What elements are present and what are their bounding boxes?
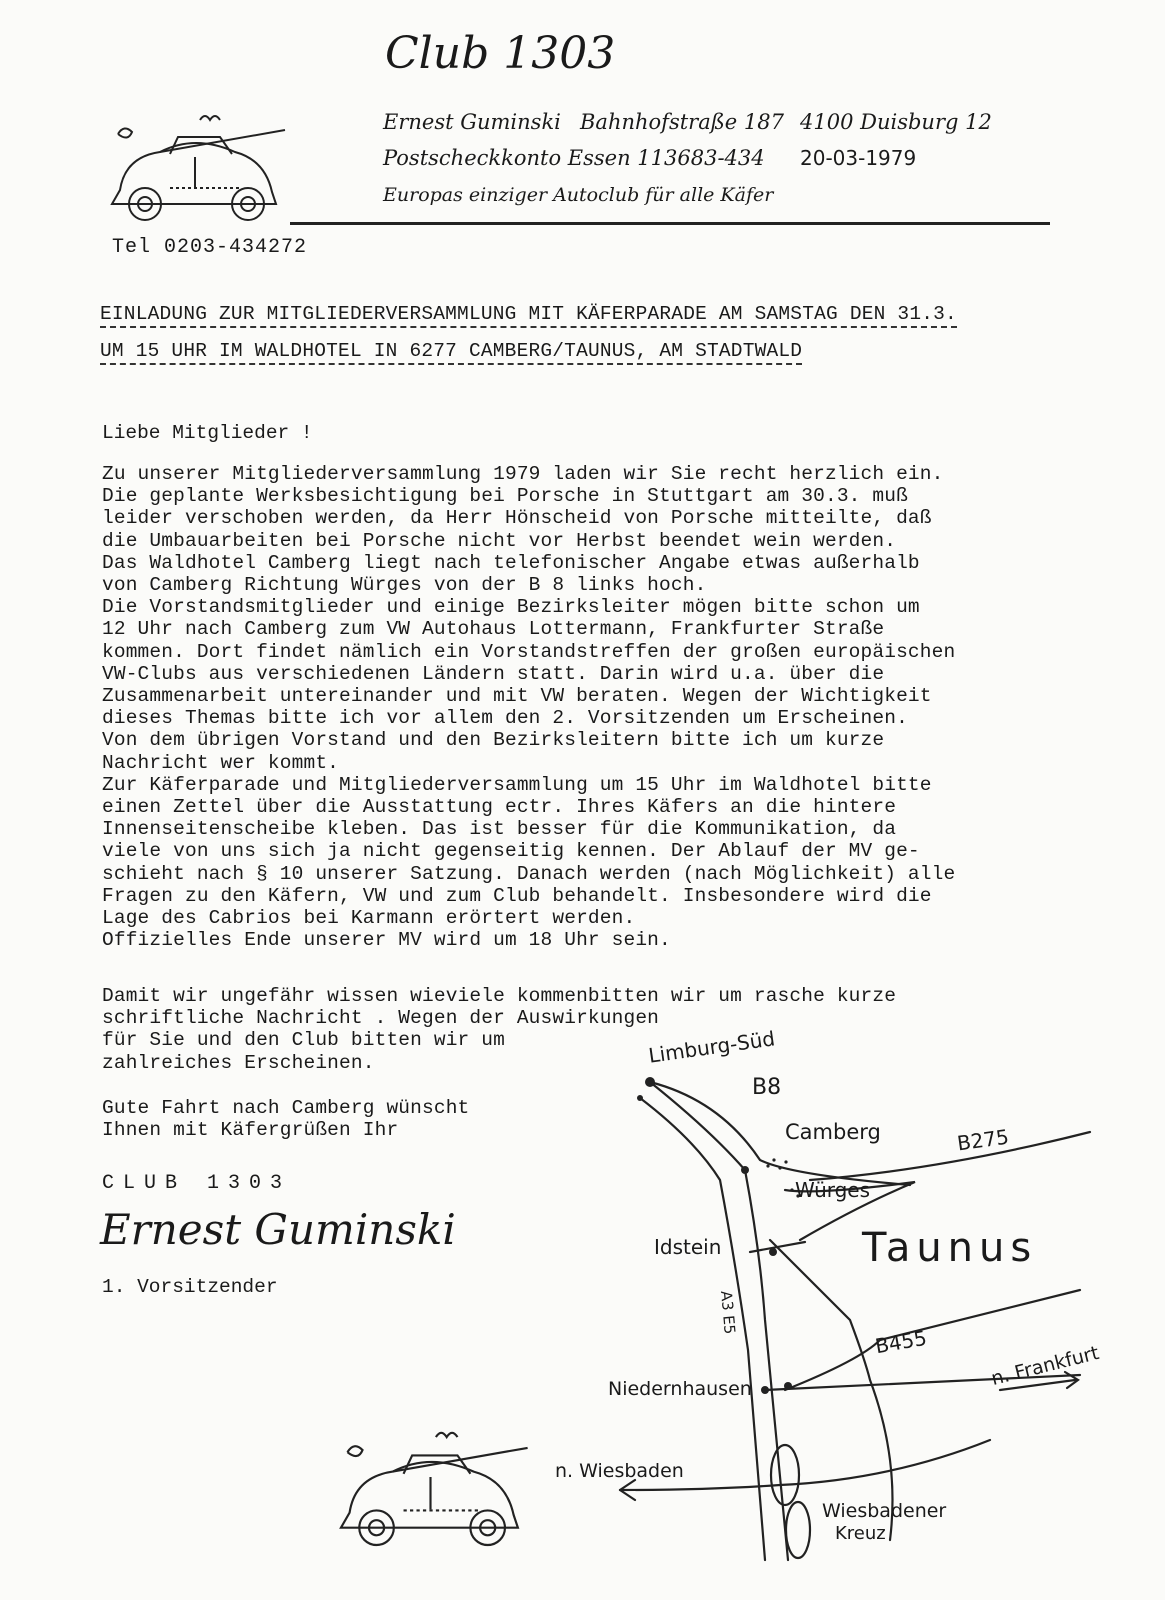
closing-line-2: Ihnen mit Käfergrüßen Ihr [102,1119,399,1142]
map-label-kreuz-2: Kreuz [835,1523,886,1544]
paragraph-2-line-3: für Sie und den Club bitten wir um [102,1029,505,1052]
paragraph-1-line-12: dieses Themas bitte ich vor allem den 2. Vorsitzenden um Erscheinen. [102,707,908,730]
paragraph-1-line-1: Zu unserer Mitgliederversammlung 1979 laden wir Sie recht herzlich ein. [102,463,944,485]
address-name: Ernest Guminski [383,110,561,134]
map-label-wuerges: Würges [795,1178,871,1202]
map-label-wiesbaden: n. Wiesbaden [555,1460,684,1482]
closing-line-1: Gute Fahrt nach Camberg wünscht [102,1097,470,1119]
map-label-limburg: Limburg-Süd [646,1026,777,1068]
paragraph-1-line-14: Nachricht wer kommt. [102,751,340,774]
club-slogan: Europas einziger Autoclub für alle Käfer [383,184,774,206]
role-title: 1. Vorsitzender [102,1276,278,1298]
paragraph-1-line-21: Lage des Cabrios bei Karmann erörtert werden. [102,907,636,929]
route-map [560,1020,1120,1580]
map-label-frankfurt: n. Frankfurt [988,1342,1102,1390]
paragraph-1-line-3: leider verschoben werden, da Herr Hönscheid von Porsche mitteilte, daß [102,507,932,530]
map-label-idstein: Idstein [654,1235,722,1259]
paragraph-1-line-22: Offizielles Ende unserer MV wird um 18 Uhr sein. [102,929,671,952]
paragraph-2-line-4: zahlreiches Erscheinen. [102,1051,375,1074]
address-street: Bahnhofstraße 187 [580,110,784,134]
paragraph-2-line-2: schriftliche Nachricht . Wegen der Auswirkungen [102,1007,660,1030]
signature: Ernest Guminski [100,1205,456,1254]
beetle-logo-bottom [328,1428,533,1553]
paragraph-1-line-7: Die Vorstandsmitglieder und einige Bezirksleiter mögen bitte schon um [102,596,920,619]
paragraph-1-line-11: Zusammenarbeit untereinander und mit VW beraten. Wegen der Wichtigkeit [102,685,932,707]
map-label-b8-top: B8 [752,1075,782,1100]
map-label-b275: B275 [955,1124,1011,1156]
letter-date: 20-03-1979 [800,146,917,170]
salutation: Liebe Mitglieder ! [102,422,313,444]
heading-line-1: EINLADUNG ZUR MITGLIEDERVERSAMMLUNG MIT KÄFERPARADE AM SAMSTAG DEN 31.3. [100,303,957,328]
map-label-kreuz-1: Wiesbadener [822,1500,947,1522]
paragraph-1-line-8: 12 Uhr nach Camberg zum VW Autohaus Lottermann, Frankfurter Straße [102,618,885,641]
header-rule [290,222,1050,225]
map-label-b455: B455 [873,1325,929,1359]
paragraph-1-line-18: viele von uns sich ja nicht gegenseitig kennen. Der Ablauf der MV ge- [102,840,920,863]
map-label-taunus: Taunus [862,1225,1038,1271]
paragraph-1-line-2: Die geplante Werksbesichtigung bei Porsche in Stuttgart am 30.3. muß [102,485,908,508]
postal-account: Postscheckkonto Essen 113683-434 [383,146,765,170]
paragraph-1-line-13: Von dem übrigen Vorstand und den Bezirksleitern bitte ich um kurze [102,729,885,752]
paragraph-1-line-16: einen Zettel über die Ausstattung ectr. Ihres Käfers an die hintere [102,796,897,818]
paragraph-1-line-20: Fragen zu den Käfern, VW und zum Club behandelt. Insbesondere wird die [102,884,932,907]
paragraph-1-line-17: Innenseitenscheibe kleben. Das ist besser für die Kommunikation, da [102,818,897,841]
club-title: Club 1303 [385,28,616,79]
paragraph-1-line-10: VW-Clubs aus verschiedenen Ländern statt. Darin wird u.a. über die [102,662,885,685]
club-sign: CLUB 1303 [102,1172,292,1195]
paragraph-2-line-1: Damit wir ungefähr wissen wieviele kommenbitten wir um rasche kurze [102,985,897,1007]
beetle-logo-top [100,112,290,227]
paragraph-1-line-9: kommen. Dort findet nämlich ein Vorstandstreffen der großen europäischen [102,640,956,663]
heading-line-2: UM 15 UHR IM WALDHOTEL IN 6277 CAMBERG/TAUNUS, AM STADTWALD [100,340,802,365]
map-label-a3: A3 E5 [717,1290,739,1335]
telephone: Tel 0203-434272 [112,236,308,259]
paragraph-1-line-6: von Camberg Richtung Würges von der B 8 links hoch. [102,574,707,596]
paragraph-1-line-4: die Umbauarbeiten bei Porsche nicht vor Herbst beendet wein werden. [102,529,897,552]
map-label-camberg: Camberg [785,1120,881,1144]
paragraph-1-line-19: schieht nach § 10 unserer Satzung. Danach werden (nach Möglichkeit) alle [102,862,956,885]
address-city: 4100 Duisburg 12 [800,110,992,134]
map-label-niedernhausen: Niedernhausen [608,1378,752,1400]
paragraph-1-line-15: Zur Käferparade und Mitgliederversammlung um 15 Uhr im Waldhotel bitte [102,773,932,796]
paragraph-1-line-5: Das Waldhotel Camberg liegt nach telefonischer Angabe etwas außerhalb [102,551,920,574]
